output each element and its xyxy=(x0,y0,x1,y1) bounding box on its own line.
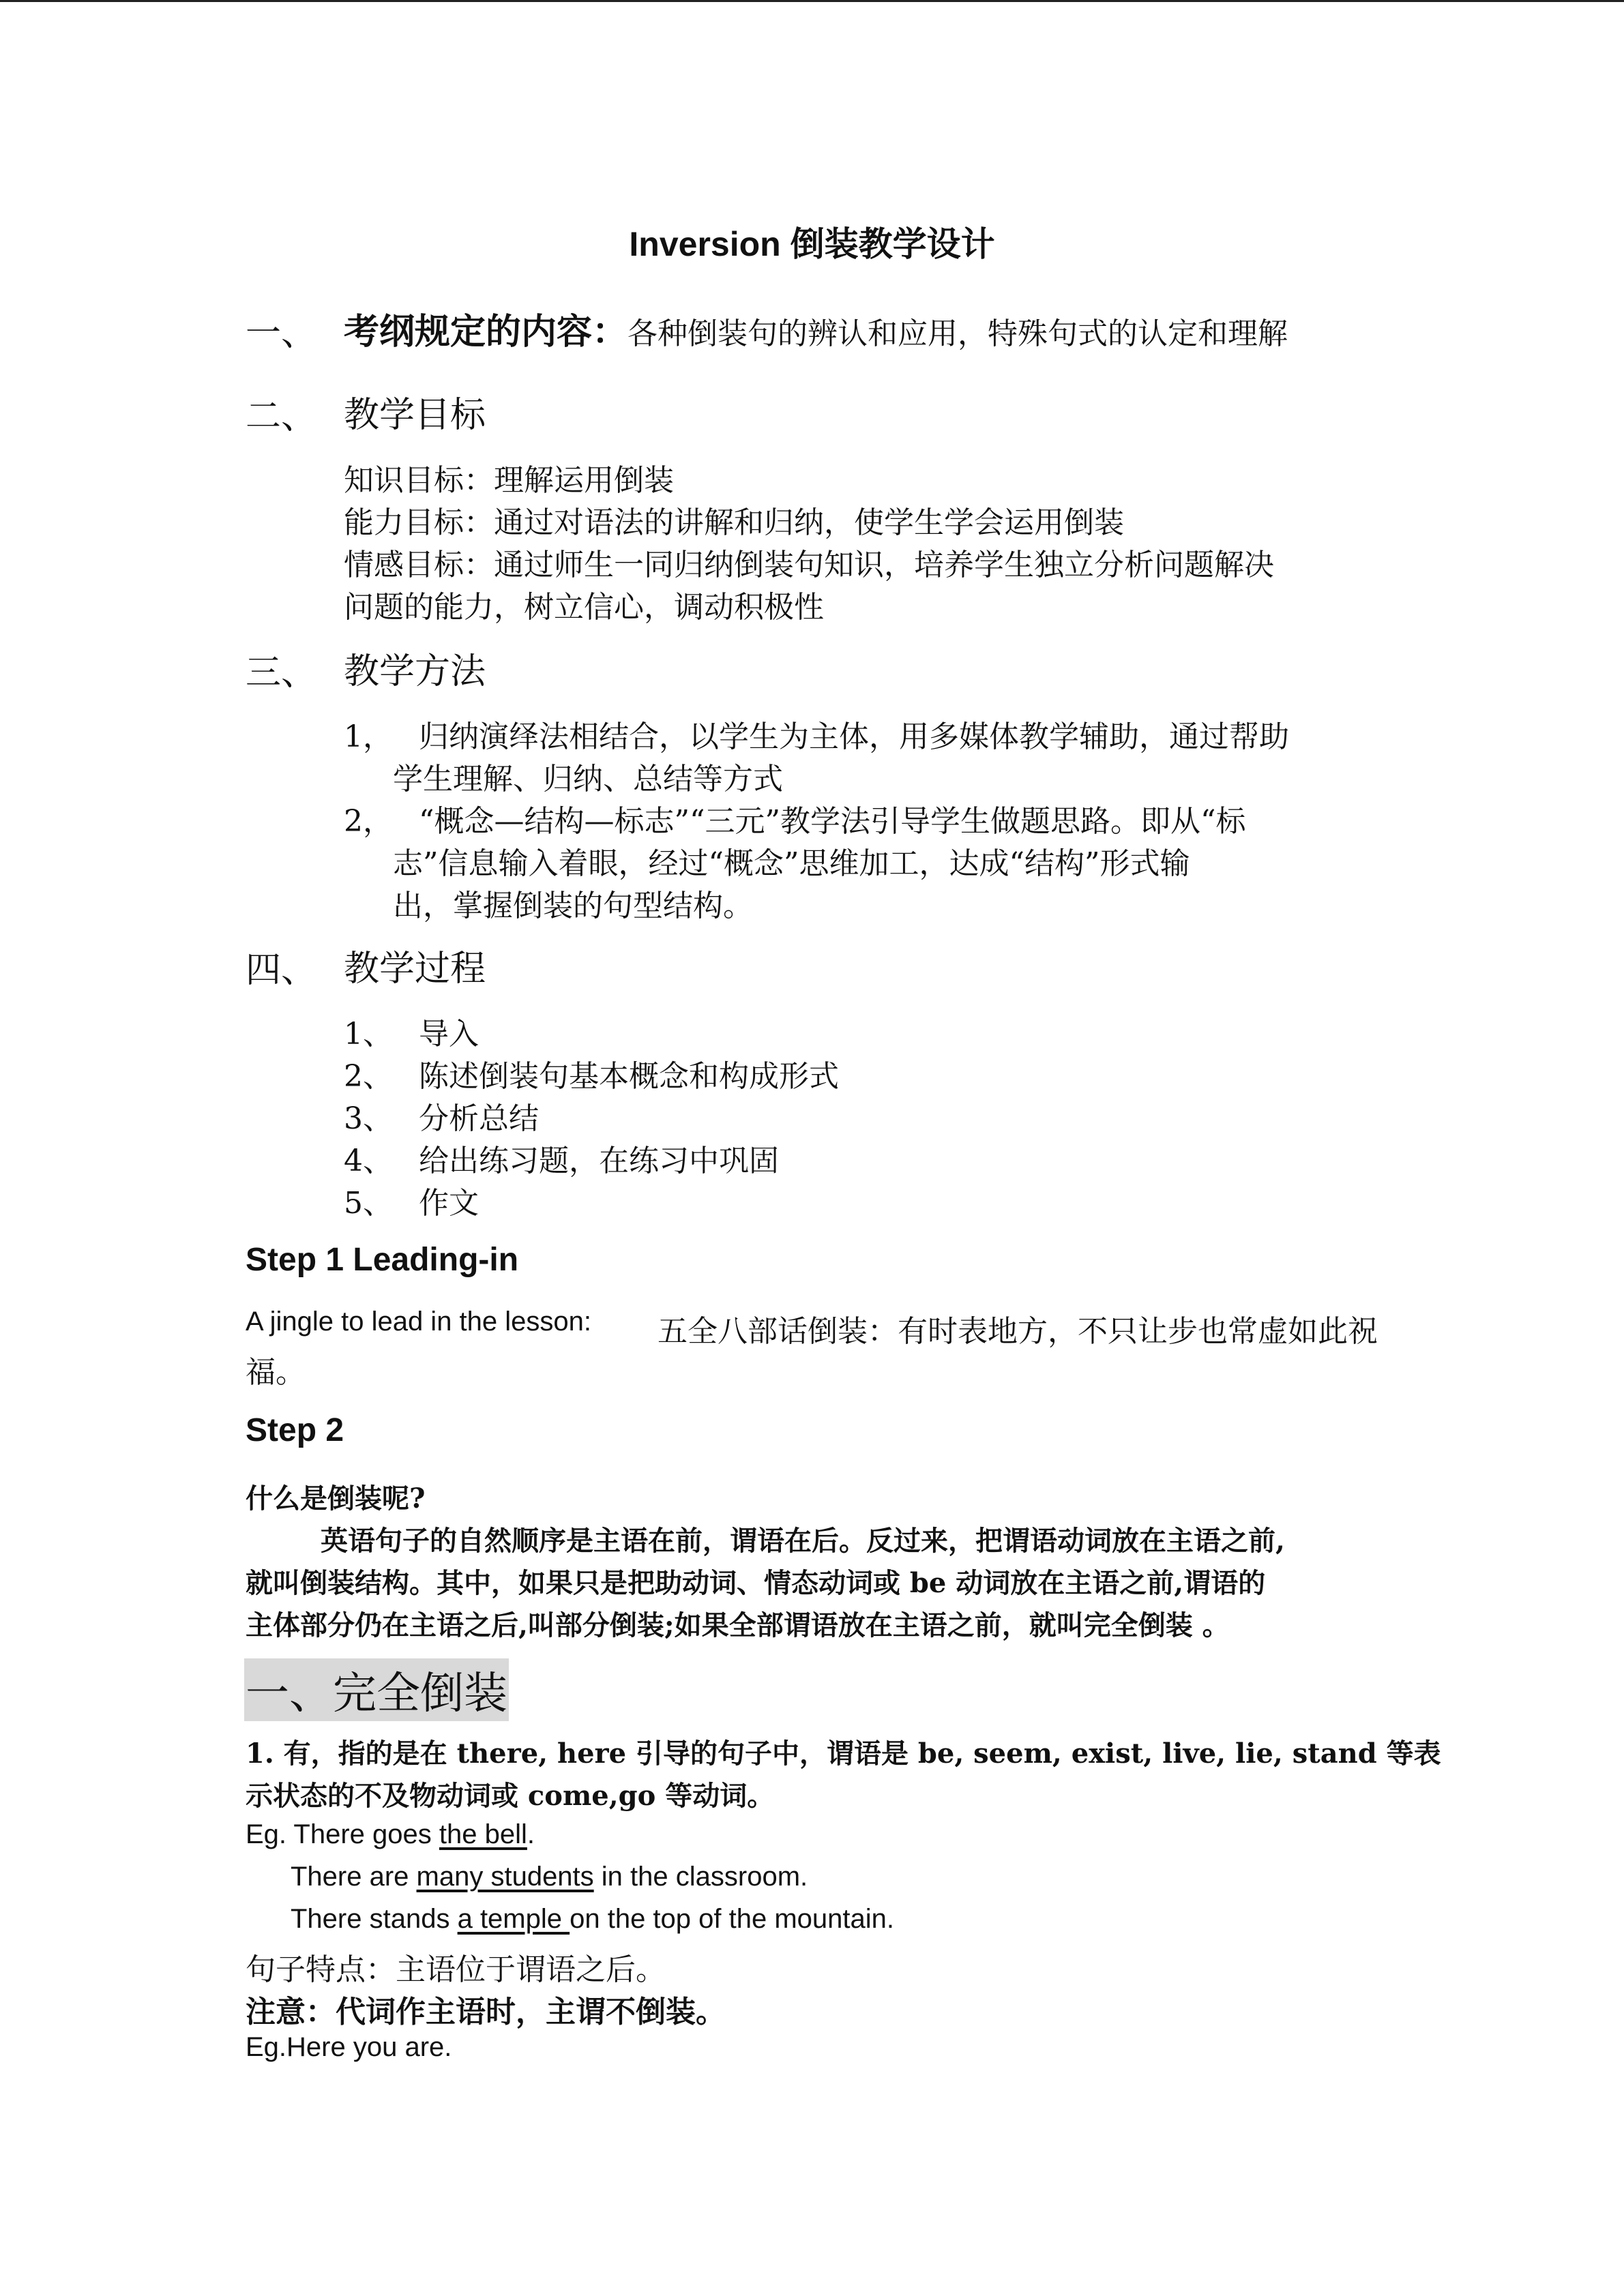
objective-knowledge: 知识目标：理解运用倒装 xyxy=(344,463,674,498)
process1-number: 1、 xyxy=(344,1017,393,1052)
step2-heading: Step 2 xyxy=(246,1412,344,1448)
example2-post: in the classroom. xyxy=(593,1862,808,1892)
example2-pre: There are xyxy=(291,1862,417,1892)
method2-number: 2， xyxy=(344,804,393,839)
method1-line1: 归纳演绎法相结合，以学生为主体，用多媒体教学辅助，通过帮助 xyxy=(419,719,1289,754)
process5-text: 作文 xyxy=(419,1186,479,1221)
section1-label: 考纲规定的内容： xyxy=(344,311,628,353)
section1-text: 各种倒装句的辨认和应用，特殊句式的认定和理解 xyxy=(628,316,1288,351)
objective-emotion-cont: 问题的能力，树立信心，调动积极性 xyxy=(344,590,824,625)
step2-para-line3: 主体部分仍在主语之后,叫部分倒装;如果全部谓语放在主语之前，就叫完全倒装 。 xyxy=(246,1609,1230,1641)
method2-line3: 出，掌握倒装的句型结构。 xyxy=(393,889,753,923)
process5-number: 5、 xyxy=(344,1186,393,1221)
example4: Eg.Here you are. xyxy=(246,2032,452,2062)
step1-heading: Step 1 Leading-in xyxy=(246,1242,519,1278)
section1-line xyxy=(344,303,1288,354)
example2-subject: many students xyxy=(416,1862,594,1892)
process3-text: 分析总结 xyxy=(419,1101,539,1136)
process2-number: 2、 xyxy=(344,1059,393,1094)
example3 xyxy=(291,1904,894,1935)
section2-heading: 教学目标 xyxy=(344,395,486,436)
section3-heading: 教学方法 xyxy=(344,651,486,692)
method2-line2: 志”信息输入着眼，经过“概念”思维加工，达成“结构”形式输 xyxy=(393,846,1190,881)
method1-line2: 学生理解、归纳、总结等方式 xyxy=(393,762,783,796)
section4-number: 四、 xyxy=(246,950,317,991)
method1-number: 1， xyxy=(344,719,393,754)
example1 xyxy=(246,1819,535,1850)
method2-line1: “概念—结构—标志”“三元”教学法引导学生做题思路。即从“标 xyxy=(419,804,1246,839)
process3-number: 3、 xyxy=(344,1101,393,1136)
section2-number: 二、 xyxy=(246,396,317,437)
section4-heading: 教学过程 xyxy=(344,949,486,989)
step1-jingle-intro: A jingle to lead in the lesson: xyxy=(246,1307,592,1337)
step2-para-line2: 就叫倒装结构。其中，如果只是把助动词、情态动词或 be 动词放在主语之前,谓语的 xyxy=(246,1567,1266,1599)
step1-jingle-line xyxy=(246,1307,1378,1350)
example2 xyxy=(291,1862,808,1892)
objective-emotion: 情感目标：通过师生一同归纳倒装句知识，培养学生独立分析问题解决 xyxy=(344,548,1274,582)
example3-pre: There stands xyxy=(291,1904,458,1934)
example1-pre: Eg. There goes xyxy=(246,1819,439,1849)
sentence-feature: 句子特点：主语位于谓语之后。 xyxy=(246,1952,666,1987)
section3-number: 三、 xyxy=(246,653,317,694)
step2-question: 什么是倒装呢? xyxy=(246,1482,426,1515)
rule1-line2: 示状态的不及物动词或 come,go 等动词。 xyxy=(246,1780,775,1812)
example3-post: on the top of the mountain. xyxy=(570,1904,895,1934)
process2-text: 陈述倒装句基本概念和构成形式 xyxy=(419,1059,839,1094)
step2-para-line1: 英语句子的自然顺序是主语在前，谓语在后。反过来，把谓语动词放在主语之前, xyxy=(321,1525,1285,1557)
process4-number: 4、 xyxy=(344,1144,393,1178)
section1-number: 一、 xyxy=(246,313,317,354)
full-inversion-heading: 一、完全倒装 xyxy=(244,1658,509,1721)
step1-jingle-end: 福。 xyxy=(246,1355,306,1390)
step1-jingle-text: 五全八部话倒装：有时表地方，不只让步也常虚如此祝 xyxy=(658,1314,1378,1349)
example3-subject: a temple xyxy=(457,1904,570,1934)
example1-subject: the bell xyxy=(439,1819,527,1849)
note: 注意：代词作主语时，主谓不倒装。 xyxy=(246,1995,726,2029)
objective-ability: 能力目标：通过对语法的讲解和归纳，使学生学会运用倒装 xyxy=(344,505,1124,540)
process1-text: 导入 xyxy=(419,1017,479,1052)
document-title: Inversion 倒装教学设计 xyxy=(629,225,995,263)
process4-text: 给出练习题，在练习中巩固 xyxy=(419,1144,779,1178)
example1-post: . xyxy=(527,1819,535,1849)
page-top-border xyxy=(0,0,1624,2)
rule1-line1: 1. 有，指的是在 there, here 引导的句子中，谓语是 be, seem, exist, live, lie, stand 等表 xyxy=(246,1738,1441,1770)
